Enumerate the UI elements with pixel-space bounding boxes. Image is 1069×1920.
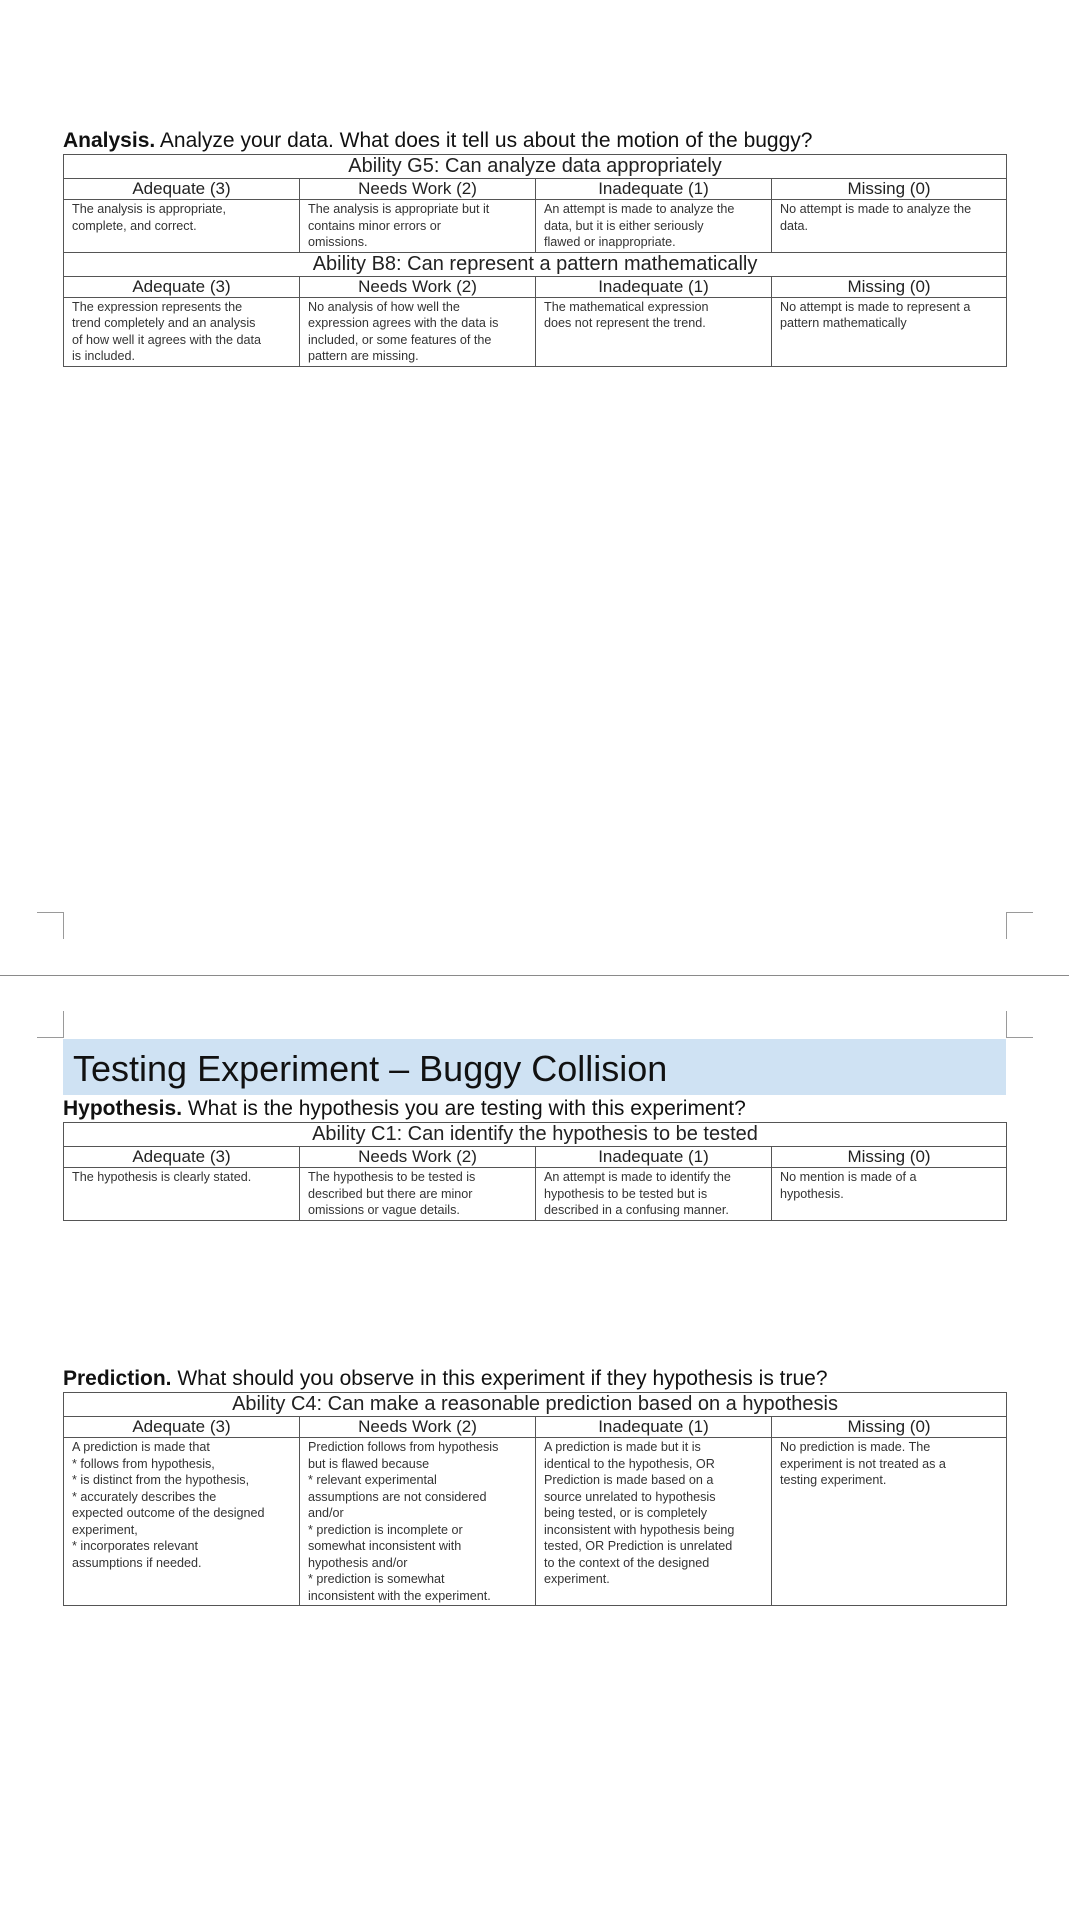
- page-divider: [0, 975, 1069, 976]
- ability-title: Ability B8: Can represent a pattern mathematically: [64, 252, 1007, 276]
- page-corner-mark: [37, 912, 64, 939]
- desc-inadequate: An attempt is made to identify the hypothesis to be tested but is described in a confusing manner.: [536, 1168, 772, 1221]
- level-missing: Missing (0): [772, 1417, 1007, 1438]
- desc-missing: No prediction is made. The experiment is not treated as a testing experiment.: [772, 1438, 1007, 1606]
- analysis-question-text: Analyze your data. What does it tell us about the motion of the buggy?: [155, 129, 813, 152]
- desc-inadequate: The mathematical expression does not represent the trend.: [536, 297, 772, 366]
- level-missing: Missing (0): [772, 1147, 1007, 1168]
- page-corner-mark: [1006, 912, 1033, 939]
- desc-missing: No mention is made of a hypothesis.: [772, 1168, 1007, 1221]
- prediction-question-text: What should you observe in this experiment if they hypothesis is true?: [171, 1367, 828, 1390]
- page-corner-mark: [1006, 1011, 1033, 1038]
- page-corner-mark: [37, 1011, 64, 1038]
- level-inadequate: Inadequate (1): [536, 276, 772, 297]
- level-adequate: Adequate (3): [64, 1417, 300, 1438]
- level-adequate: Adequate (3): [64, 1147, 300, 1168]
- ability-title: Ability C4: Can make a reasonable prediction based on a hypothesis: [64, 1393, 1007, 1417]
- desc-adequate: The analysis is appropriate, complete, and correct.: [64, 200, 300, 253]
- desc-inadequate: A prediction is made but it is identical to the hypothesis, OR Prediction is made based on a source unrelated to hypothesis being tested, or is completely inconsistent with hypothesis being tested, OR Prediction is unrelated to the context of the designed experiment.: [536, 1438, 772, 1606]
- level-needs-work: Needs Work (2): [300, 179, 536, 200]
- section-title: Testing Experiment – Buggy Collision: [73, 1048, 668, 1089]
- rubric-table-g5: [63, 154, 1007, 367]
- level-missing: Missing (0): [772, 276, 1007, 297]
- prediction-question: [63, 1367, 828, 1391]
- level-adequate: Adequate (3): [64, 276, 300, 297]
- desc-inadequate: An attempt is made to analyze the data, but it is either seriously flawed or inappropriate.: [536, 200, 772, 253]
- analysis-label: Analysis.: [63, 129, 156, 152]
- desc-adequate: A prediction is made that * follows from hypothesis, * is distinct from the hypothesis, * accurately describes the expected outcome of the designed experiment, * incorporates relevant assumptions if needed.: [64, 1438, 300, 1606]
- level-needs-work: Needs Work (2): [300, 1417, 536, 1438]
- hypothesis-question: [63, 1097, 746, 1121]
- desc-needs-work: No analysis of how well the expression agrees with the data is included, or some features of the pattern are missing.: [300, 297, 536, 366]
- level-inadequate: Inadequate (1): [536, 1147, 772, 1168]
- hypothesis-question-text: What is the hypothesis you are testing with this experiment?: [182, 1097, 746, 1120]
- desc-adequate: The hypothesis is clearly stated.: [64, 1168, 300, 1221]
- desc-missing: No attempt is made to represent a pattern mathematically: [772, 297, 1007, 366]
- ability-title: Ability C1: Can identify the hypothesis to be tested: [64, 1123, 1007, 1147]
- level-needs-work: Needs Work (2): [300, 276, 536, 297]
- desc-needs-work: Prediction follows from hypothesis but is flawed because * relevant experimental assumptions are not considered and/or * prediction is incomplete or somewhat inconsistent with hypothesis and/or * prediction is somewhat inconsistent with the experiment.: [300, 1438, 536, 1606]
- analysis-question: [63, 129, 812, 153]
- section-banner: [63, 1039, 1006, 1095]
- desc-needs-work: The analysis is appropriate but it contains minor errors or omissions.: [300, 200, 536, 253]
- level-adequate: Adequate (3): [64, 179, 300, 200]
- rubric-table-c4: [63, 1392, 1007, 1606]
- rubric-table-c1: [63, 1122, 1007, 1221]
- prediction-label: Prediction.: [63, 1367, 172, 1390]
- level-inadequate: Inadequate (1): [536, 1417, 772, 1438]
- ability-title: Ability G5: Can analyze data appropriately: [64, 155, 1007, 179]
- desc-adequate: The expression represents the trend completely and an analysis of how well it agrees with the data is included.: [64, 297, 300, 366]
- level-missing: Missing (0): [772, 179, 1007, 200]
- hypothesis-label: Hypothesis.: [63, 1097, 183, 1120]
- desc-needs-work: The hypothesis to be tested is described but there are minor omissions or vague details.: [300, 1168, 536, 1221]
- level-needs-work: Needs Work (2): [300, 1147, 536, 1168]
- desc-missing: No attempt is made to analyze the data.: [772, 200, 1007, 253]
- level-inadequate: Inadequate (1): [536, 179, 772, 200]
